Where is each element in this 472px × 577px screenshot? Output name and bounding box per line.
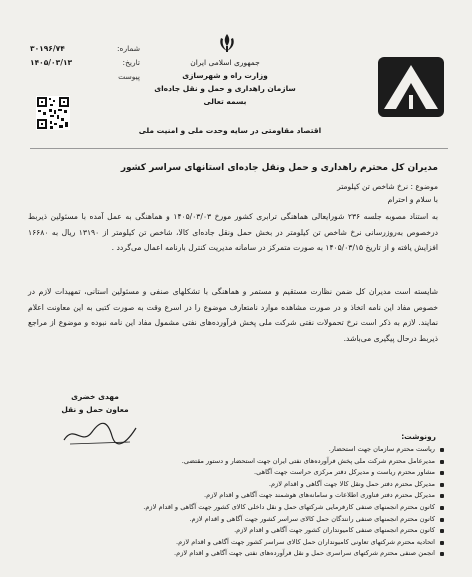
cc-item: کانون محترم انجمنهای صنفی کامیونداران کشور جهت آگاهی و اقدام لازم. — [24, 525, 444, 537]
cc-item: مدیرعامل محترم شرکت ملی پخش فرآورده‌های نفتی ایران جهت استحضار و دستور مقتضی. — [24, 456, 444, 468]
cc-item: ریاست محترم سازمان جهت استحضار. — [24, 444, 444, 456]
letter-meta — [30, 42, 140, 84]
attachment-label: پیوست — [118, 72, 140, 81]
organization-name: سازمان راهداری و حمل و نقل جاده‌ای — [154, 84, 296, 93]
header-divider — [30, 148, 448, 149]
letter-date-row — [30, 56, 140, 70]
organization-logo — [376, 55, 446, 119]
signer-name: مهدی خضری — [71, 392, 119, 401]
number-value: ۳۰۱۹۶/۷۴ — [30, 44, 65, 53]
letter-subject: موضوع : نرخ شاخص تن کیلومتر — [337, 182, 438, 191]
ministry-name: وزارت راه و شهرسازی — [182, 71, 268, 80]
cc-item: اتحادیه محترم شرکتهای تعاونی کامیونداران حمل کالای سراسر کشور جهت آگاهی و اقدام لازم. — [24, 537, 444, 549]
date-value: ۱۴۰۵/۰۳/۱۳ — [30, 58, 73, 67]
country-name: جمهوری اسلامی ایران — [190, 58, 260, 67]
cc-item: انجمن صنفی محترم شرکتهای سراسری حمل و نقل فرآورده‌های نفتی جهت آگاهی و اقدام لازم. — [24, 548, 444, 560]
signer-title: معاون حمل و نقل — [61, 405, 129, 414]
number-label: شماره: — [117, 44, 140, 53]
cc-item: مدیرکل محترم دفتر فناوری اطلاعات و سامانه‌های هوشمند جهت آگاهی و اقدام لازم. — [24, 490, 444, 502]
attachment-row — [30, 70, 140, 84]
letter-number-row — [30, 42, 140, 56]
iran-emblem-icon — [216, 32, 238, 54]
invocation: بسمه تعالی — [203, 97, 247, 106]
signature-block — [60, 390, 130, 416]
body-paragraph-2: شایسته است مدیران کل ضمن نظارت مستقیم و مستمر و هماهنگی با تشکلهای صنفی و مسئولین استانی، تمهیدات لازم در خصوص مفاد این نامه اتخاذ و در صورت مشاهده موارد نامتعارف موضوع را در اسرع وقت به صورت کتبی به این معاونت اعلام نمایند. لازم به ذکر است نرخ تحمولات نفتی شرکت ملی پخش فرآورده‌های نفتی مشمول مفاد این نامه نبوده و موضوع از مراجع ذیربط درحال پیگیری می‌باشد. — [28, 287, 438, 343]
addressee: مدیران کل محترم راهداری و حمل ونقل جاده‌ای استانهای سراسر کشور — [120, 163, 438, 173]
cc-title: رونوشت: — [401, 432, 436, 441]
qr-code-icon — [36, 96, 70, 130]
cc-item: مدیرکل محترم دفتر حمل ونقل کالا جهت آگاهی و اقدام لازم. — [24, 479, 444, 491]
slogan: اقتصاد مقاومتی در سایه وحدت ملی و امنیت ملی — [138, 126, 322, 135]
date-label: تاریخ: — [122, 58, 140, 67]
header-block — [150, 56, 300, 108]
letter-greeting: با سلام و احترام — [387, 195, 438, 204]
body-paragraph-1: به استناد مصوبه جلسه ۲۳۶ شورایعالی هماهنگی ترابری کشور مورخ ۱۴۰۵/۰۳/۰۳ و هماهنگی به عمل آمده با مسئولین ذیربط درخصوص به‌روزرسانی نرخ شاخص تن کیلومتر در بخش حمل ونقل جاده‌ای کالا، شاخص تن کیلومتر از ۱۳۱۹۰ ریال به ۱۶۶۸۰ افزایش یافته و از تاریخ ۱۴۰۵/۰۳/۱۵ به صورت متمرکز در سامانه مدیریت کنترل بارنامه اعمال می‌گردد . — [28, 212, 439, 252]
cc-item: کانون محترم انجمنهای صنفی رانندگان حمل کالای سراسر کشور جهت آگاهی و اقدام لازم. — [24, 514, 444, 526]
cc-list — [24, 444, 444, 560]
cc-item: کانون محترم انجمنهای صنفی کارفرمایی شرکتهای حمل و نقل داخلی کالای کشور جهت آگاهی و اقدام لازم. — [24, 502, 444, 514]
cc-item: مشاور محترم ریاست و مدیرکل دفتر مرکزی حراست جهت آگاهی. — [24, 467, 444, 479]
